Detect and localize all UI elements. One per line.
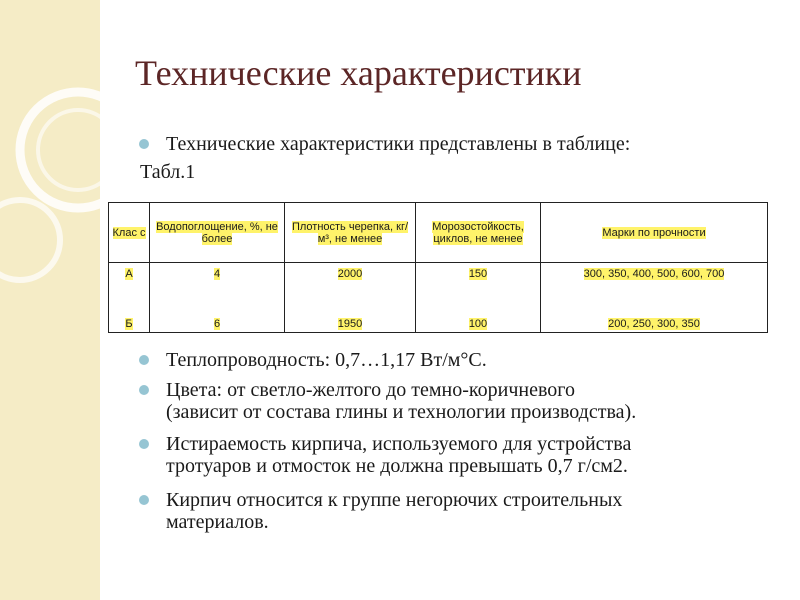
bullet-dot-icon [139,355,149,365]
bullet-dot-icon [139,385,149,395]
bullet-text: Технические характеристики представлены в таблице: [166,133,631,155]
slide-title: Технические характеристики [135,53,582,93]
table-cell: 300, 350, 400, 500, 600, 700 200, 250, 300, 350 [541,263,768,333]
bullet-text: Теплопроводность: 0,7…1,17 Вт/м°С. [166,349,487,371]
header-cell: Клас с [109,203,150,263]
table-cell: А Б [109,263,150,333]
bullet-text-line: Истираемость кирпича, используемого для устройства [166,433,632,455]
table-cell: 2000 1950 [285,263,416,333]
table-cell: 150 100 [416,263,541,333]
bullet-dot-icon [139,495,149,505]
table-caption: Табл.1 [140,161,196,183]
bullet-text-line: материалов. [166,511,269,533]
specs-table [108,202,768,333]
header-cell: Морозостойкость, циклов, не менее [416,203,541,263]
decorative-side-panel [0,0,100,600]
table-row [109,263,768,333]
bullet-text-line: (зависит от состава глины и технологии производства). [166,401,637,423]
header-cell: Водопоглощение, %, не более [150,203,285,263]
table-header-row [109,203,768,263]
table-cell: 4 6 [150,263,285,333]
bullet-dot-icon [139,139,149,149]
decorative-circles [0,0,100,600]
bullet-text-line: Цвета: от светло-желтого до темно-коричневого [166,379,575,401]
header-cell: Марки по прочности [541,203,768,263]
bullet-dot-icon [139,439,149,449]
bullet-text-line: тротуаров и отмосток не должна превышать 0,7 г/см2. [166,455,628,477]
header-cell: Плотность черепка, кг/м³, не менее [285,203,416,263]
bullet-text-line: Кирпич относится к группе негорючих строительных [166,489,623,511]
